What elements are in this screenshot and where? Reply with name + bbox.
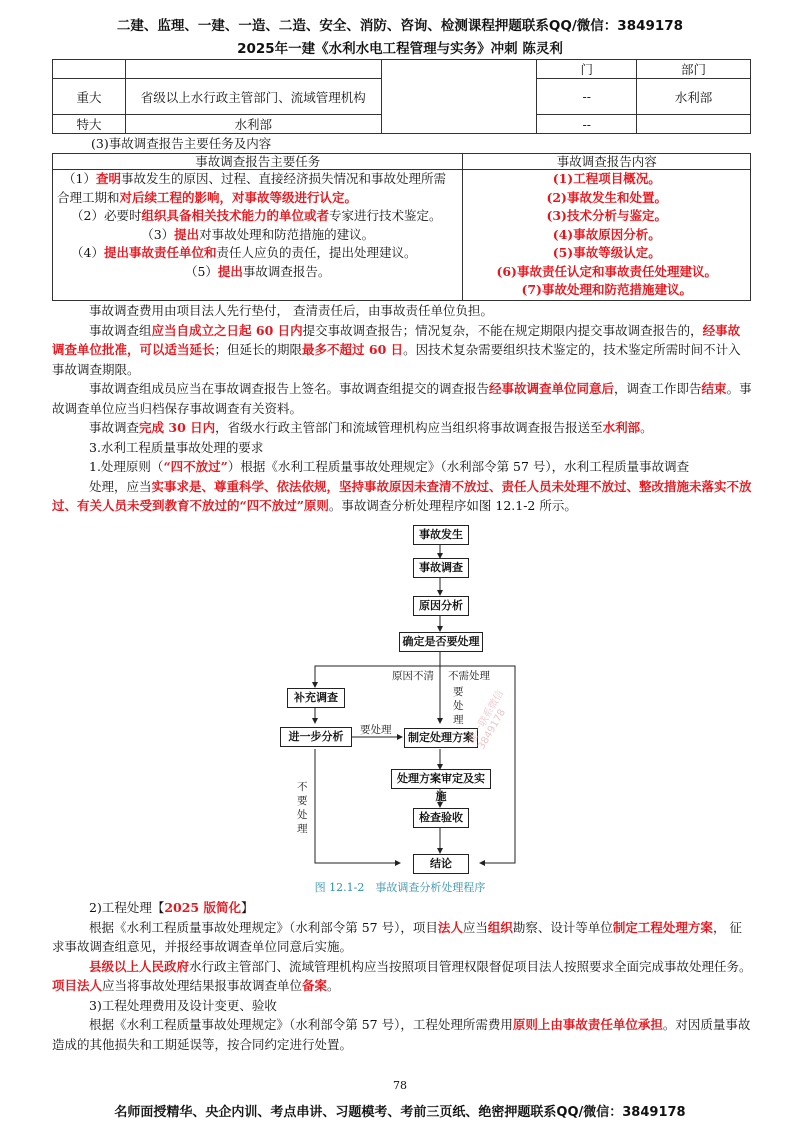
table-cell-org: 省级以上水行政主管部门、流域管理机构 <box>125 79 381 115</box>
list-item: (7)事故处理和防范措施建议。 <box>521 282 692 297</box>
table-cell-level: 重大 <box>53 79 126 115</box>
accident-investigation-table <box>52 59 751 134</box>
list-item: (6)事故责任认定和事故责任处理建议。 <box>496 263 717 279</box>
table-cell-level: 特大 <box>53 115 126 134</box>
flow-box: 检查验收 <box>413 808 469 828</box>
paragraph: 县级以上人民政府水行政主管部门、流域管理机构应当按照项目管理权限督促项目法人按照要求全面完成事故处理任务。项目法人应当将事故处理结果报事故调查单位备案。 <box>52 958 752 993</box>
section-heading: 3.水利工程质量事故处理的要求 <box>89 439 264 455</box>
flow-box: 补充调查 <box>287 688 345 708</box>
flow-label: 要处理 <box>453 686 464 726</box>
paragraph: 根据《水利工程质量事故处理规定》（水利部令第 57 号），工程处理所需费用原则上由事故责任单位承担。对因质量事故造成的其他损失和工期延误等，按合同约定进行处置。 <box>52 1017 751 1052</box>
flow-box: 原因分析 <box>413 596 469 616</box>
list-item: (2)事故发生和处置。 <box>546 189 667 205</box>
table-cell: 部门 <box>637 60 751 79</box>
flow-box: 处理方案审定及实施 <box>391 769 491 789</box>
footer-contact-line: 名师面授精华、央企内训、考点串讲、习题模考、考前三页纸、绝密押题联系QQ/微信：3849178 <box>114 1105 686 1120</box>
column-header-contents: 事故调查报告内容 <box>463 154 751 170</box>
flowchart <box>270 525 530 895</box>
paragraph: 事故调查组应当自成立之日起 60 日内提交事故调查报告；情况复杂，不能在规定期限内提交事故调查报告的，经事故调查单位批准，可以适当延长；但延长的期限最多不超过 60 日。因技术复杂需要组织技术鉴定的，技术鉴定所需时间不计入事故调查期限。 <box>52 322 741 377</box>
flow-label: 原因不清 <box>392 670 434 682</box>
table-row <box>53 60 751 79</box>
flow-box: 结论 <box>413 854 469 874</box>
table-cell: 门 <box>537 60 637 79</box>
table-cell-org: 水利部 <box>125 115 381 134</box>
paragraph: 处理，应当实事求是、尊重科学、依法依规，坚持事故原因未查清不放过、责任人员未处理不放过、整改措施未落实不放过、有关人员未受到教育不放过的“四不放过”原则。事故调查分析处理程序如图 12.1-2 所示。 <box>52 478 752 513</box>
paragraph: 事故调查完成 30 日内，省级水行政主管部门和流域管理机构应当组织将事故调查报告报送至水利部。 <box>89 420 653 435</box>
body-text-upper <box>52 301 752 516</box>
list-item: (1)工程项目概况。 <box>552 171 661 186</box>
flow-label: 不需处理 <box>448 670 490 682</box>
paragraph: 1.处理原则（“四不放过”）根据《水利工程质量事故处理规定》（水利部令第 57 号），水利工程质量事故调查 <box>89 459 690 474</box>
section-heading: 3)工程处理费用及设计变更、验收 <box>89 997 277 1013</box>
body-text-lower <box>52 898 752 1054</box>
table-cell <box>637 115 751 134</box>
contents-cell <box>463 170 751 301</box>
watermark: 唯一联系微信3849178 <box>466 688 509 752</box>
table-cell <box>53 60 126 79</box>
flow-box: 制定处理方案 <box>404 728 478 748</box>
header-contact-line: 二建、监理、一建、一造、二造、安全、消防、咨询、检测课程押题联系QQ/微信：3849178 <box>116 18 684 34</box>
figure-caption: 图 12.1-2 事故调查分析处理程序 <box>314 881 486 894</box>
table-cell: 水利部 <box>637 79 751 115</box>
table-cell <box>125 60 381 79</box>
page-number: 78 <box>393 1079 407 1092</box>
list-item: (5)事故等级认定。 <box>552 245 661 260</box>
flow-label: 要处理 <box>360 724 392 736</box>
table-header-row <box>53 154 751 170</box>
list-item: (3)技术分析与鉴定。 <box>546 208 667 223</box>
flow-box: 确定是否要处理 <box>399 632 483 652</box>
column-header-tasks: 事故调查报告主要任务 <box>53 154 463 170</box>
report-tasks-table <box>52 153 751 301</box>
section-caption: (3)事故调查报告主要任务及内容 <box>91 136 272 151</box>
flow-box: 进一步分析 <box>280 727 352 747</box>
paragraph: 事故调查费用由项目法人先行垫付， 查清责任后，由事故责任单位负担。 <box>89 303 493 318</box>
table-cell <box>381 60 537 134</box>
paragraph: 事故调查组成员应当在事故调查报告上签名。事故调查组提交的调查报告经事故调查单位同意后，调查工作即告结束。事故调查单位应当归档保存事故调查有关资料。 <box>52 381 752 416</box>
paragraph: 根据《水利工程质量事故处理规定》（水利部令第 57 号），项目法人应当组织勘察、设计等单位制定工程处理方案， 征求事故调查组意见，并报经事故调查单位同意后实施。 <box>52 919 742 954</box>
table-cell: -- <box>537 79 637 115</box>
document-title: 2025年一建《水利水电工程管理与实务》冲刺 陈灵利 <box>237 41 563 57</box>
section-heading: 2)工程处理【2025 版简化】 <box>89 900 254 915</box>
list-item: (4)事故原因分析。 <box>552 226 661 242</box>
tasks-cell: （1）查明事故发生的原因、过程、直接经济损失情况和事故处理所需合理工期和对后续工程的影响，对事故等级进行认定。 （2）必要时组织具备相关技术能力的单位或者专家进行技术鉴定。 （3）提出对事故处理和防范措施的建议。 （4）提出事故责任单位和责任人应负的责任，提出处理建议。 （5）提出事故调查报告。 <box>53 170 463 301</box>
flow-box: 事故调查 <box>413 558 469 578</box>
flow-box: 事故发生 <box>413 525 469 545</box>
table-row <box>53 170 751 301</box>
table-cell: -- <box>537 115 637 134</box>
flow-label: 不要处理 <box>297 781 308 835</box>
